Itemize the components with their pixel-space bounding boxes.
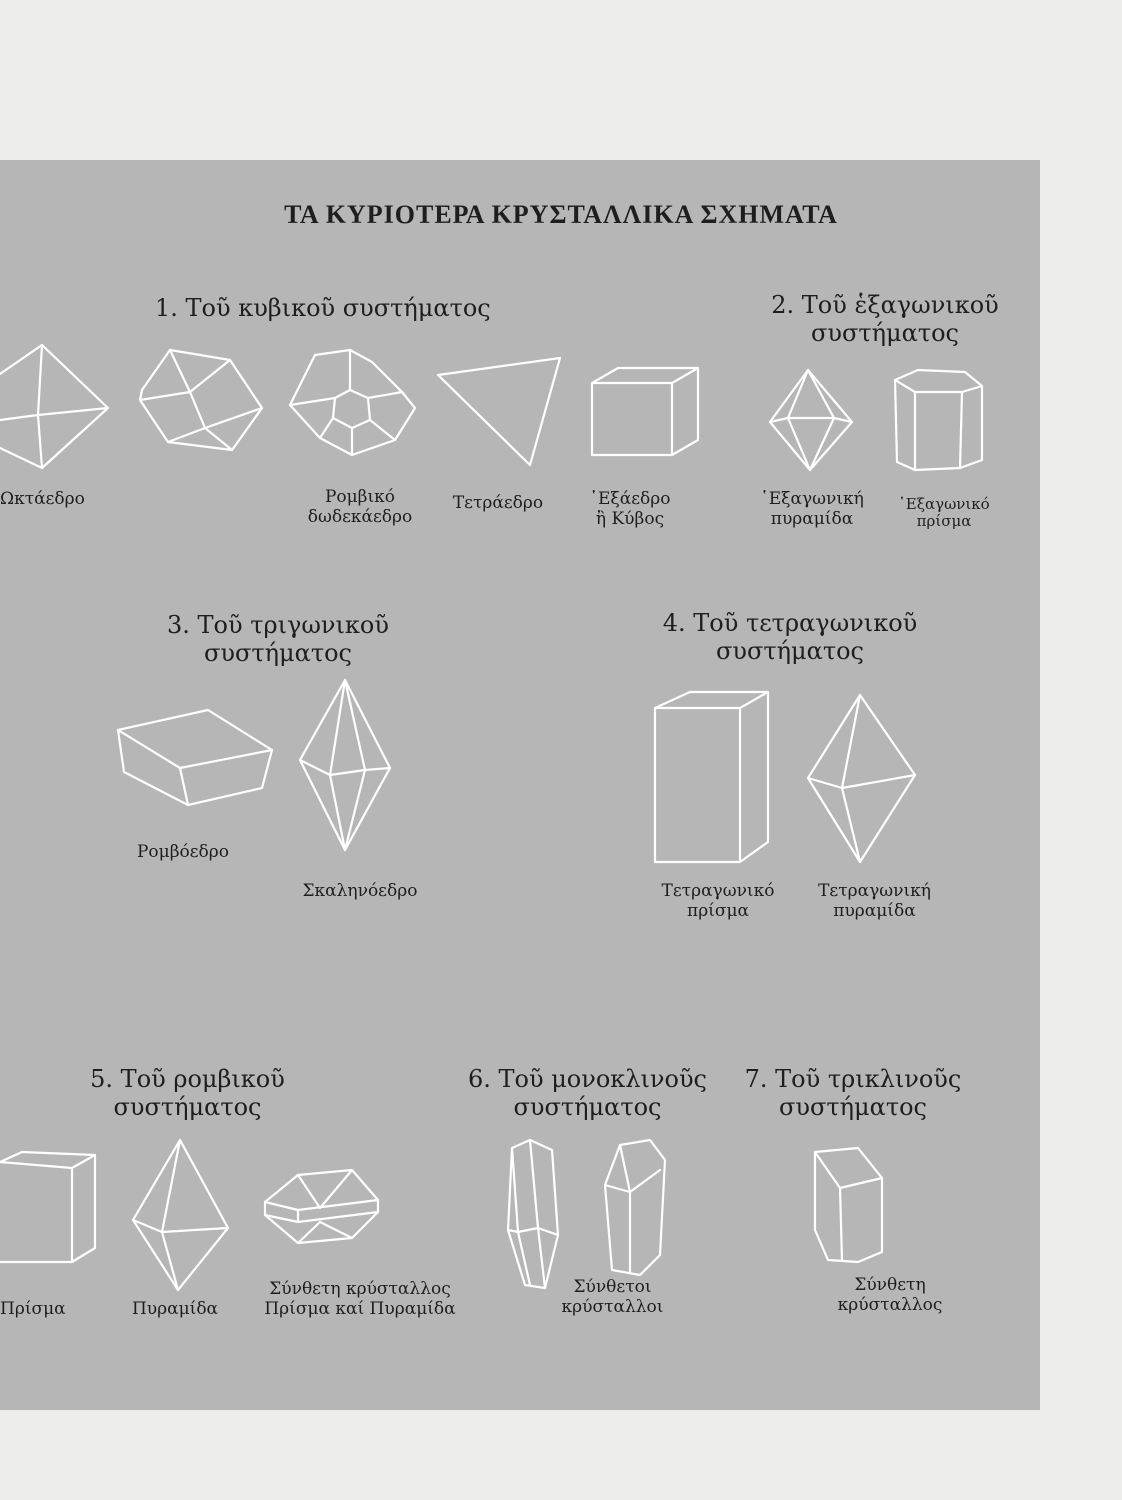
caption-tetragonal-pyramid: Τετραγωνική πυραμίδα [818,881,931,921]
caption-compound-crystals: Σύνθετοι κρύσταλλοι [561,1277,664,1317]
caption-scalenohedron: Σκαληνόεδρο [302,881,418,901]
orthorhombic-prism-shape [0,1152,95,1262]
caption-octahedron: Ωκτάεδρο [0,489,85,509]
caption-rhombic-dodecahedron: Ρομβικό δωδεκάεδρο [307,487,413,527]
hexagonal-prism-shape [895,370,982,470]
dodecahedron-shape [290,350,415,455]
heading-orthorhombic: 5. Τοῦ ρομβικοῦ συστήματος [90,1065,285,1121]
compound-crystal-prism-pyramid-shape [265,1170,378,1243]
heading-cubic: 1. Τοῦ κυβικοῦ συστήματος [155,294,491,322]
tetragonal-prism-shape [655,692,768,862]
orthorhombic-pyramid-shape [133,1140,228,1290]
tetrahedron-shape [438,358,560,465]
heading-triclinic: 7. Τοῦ τρικλινοῦς συστήματος [744,1065,962,1121]
caption-orthorhombic-prism: Πρίσμα [0,1299,66,1319]
triclinic-crystal-shape [815,1148,882,1262]
heading-monoclinic: 6. Τοῦ μονοκλινοῦς συστήματος [468,1065,707,1121]
caption-orthorhombic-pyramid: Πυραμίδα [131,1299,219,1319]
heading-trigonal: 3. Τοῦ τριγωνικοῦ συστήματος [167,611,389,667]
caption-rhombohedron: Ρομβόεδρο [136,842,230,862]
page-title: ΤΑ ΚΥΡΙΟΤΕΡΑ ΚΡΥΣΤΑΛΛΙΚΑ ΣΧΗΜΑΤΑ [284,200,838,229]
caption-tetragonal-prism: Τετραγωνικό πρίσμα [661,881,775,921]
caption-hexagonal-pyramid: ῾Εξαγωνική πυραμίδα [760,489,864,529]
tetragonal-pyramid-shape [808,695,915,862]
monoclinic-crystal-2-shape [605,1140,665,1275]
caption-tetrahedron: Τετράεδρο [452,493,544,513]
caption-compound-crystal-prism-pyramid: Σύνθετη κρύσταλλος Πρίσμα καί Πυραμίδα [264,1279,456,1319]
cube-shape [592,368,698,455]
caption-hexagonal-prism: ῾Εξαγωνικό πρίσμα [898,495,990,531]
heading-hexagonal: 2. Τοῦ ἑξαγωνικοῦ συστήματος [771,291,999,347]
caption-hexahedron-cube: ῾Εξάεδρο ἢ Κύβος [589,489,671,529]
caption-compound-crystal: Σύνθετη κρύσταλλος [837,1275,943,1315]
rhombic-dodecahedron-shape [140,350,262,450]
hexagonal-pyramid-shape [770,370,852,470]
octahedron-shape [0,345,108,468]
monoclinic-crystal-1-shape [508,1140,558,1288]
scalenohedron-shape [300,680,390,850]
rhombohedron-shape [118,710,272,805]
heading-tetragonal: 4. Τοῦ τετραγωνικοῦ συστήματος [662,609,918,665]
